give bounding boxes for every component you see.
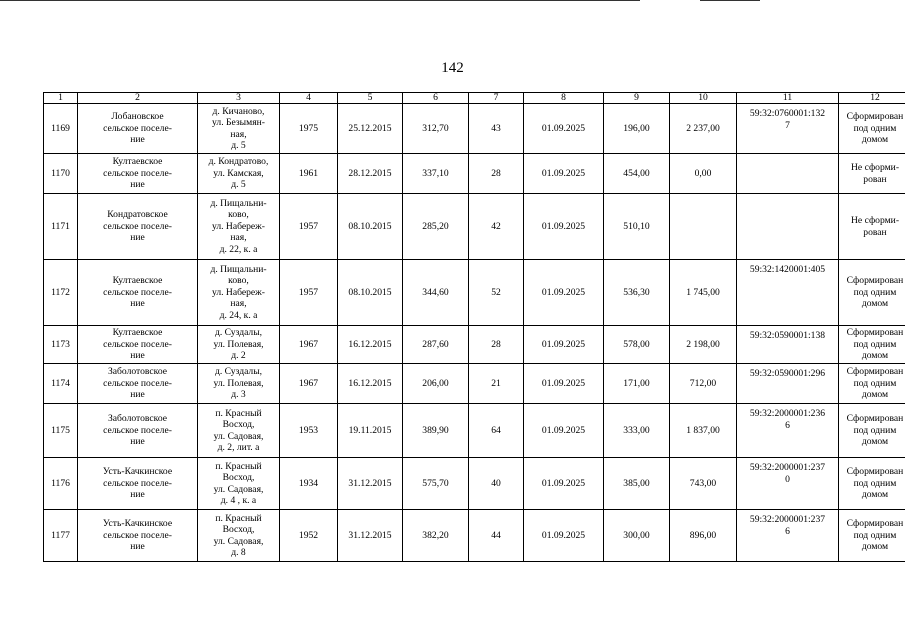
- settlement-cell: Усть-Качкинское сельское поселе- ние: [78, 458, 198, 510]
- land-area-cell: 454,00: [604, 154, 670, 194]
- column-header: 10: [670, 93, 737, 104]
- row-number-cell: 1172: [44, 260, 78, 326]
- area-cell: 287,60: [403, 326, 469, 364]
- header-row: [44, 93, 905, 104]
- land-area-cell: 171,00: [604, 364, 670, 404]
- area-cell: 206,00: [403, 364, 469, 404]
- value-cell: 0,00: [670, 154, 737, 194]
- address-cell: д. Пищальни- ково, ул. Набереж- ная, д. 24, к. а: [198, 260, 280, 326]
- year-built-cell: 1967: [280, 364, 338, 404]
- cadastral-number-cell: 59:32:0590001:296: [737, 364, 839, 404]
- area-cell: 285,20: [403, 194, 469, 260]
- column-header: 5: [338, 93, 403, 104]
- settlement-cell: Култаевское сельское поселе- ние: [78, 326, 198, 364]
- deadline-cell: 01.09.2025: [524, 326, 604, 364]
- area-cell: 575,70: [403, 458, 469, 510]
- table-row: [44, 104, 905, 154]
- column-header: 1: [44, 93, 78, 104]
- value-cell: 896,00: [670, 510, 737, 562]
- row-number-cell: 1171: [44, 194, 78, 260]
- address-cell: п. Красный Восход, ул. Садовая, д. 8: [198, 510, 280, 562]
- value-cell: 743,00: [670, 458, 737, 510]
- land-area-cell: 333,00: [604, 404, 670, 458]
- land-area-cell: 510,10: [604, 194, 670, 260]
- value-cell: [670, 194, 737, 260]
- area-cell: 382,20: [403, 510, 469, 562]
- table-row: [44, 404, 905, 458]
- status-cell: Сформирован под одним домом: [839, 326, 905, 364]
- date-cell: 08.10.2015: [338, 194, 403, 260]
- land-area-cell: 196,00: [604, 104, 670, 154]
- deadline-cell: 01.09.2025: [524, 104, 604, 154]
- address-cell: д. Суздалы, ул. Полевая, д. 3: [198, 364, 280, 404]
- status-cell: Не сформи- рован: [839, 154, 905, 194]
- year-built-cell: 1952: [280, 510, 338, 562]
- address-cell: д. Кичаново, ул. Безымян- ная, д. 5: [198, 104, 280, 154]
- value-cell: 1 837,00: [670, 404, 737, 458]
- value-cell: 712,00: [670, 364, 737, 404]
- year-built-cell: 1953: [280, 404, 338, 458]
- area-cell: 344,60: [403, 260, 469, 326]
- residents-cell: 28: [469, 154, 524, 194]
- date-cell: 31.12.2015: [338, 510, 403, 562]
- cadastral-number-cell: 59:32:2000001:237 6: [737, 510, 839, 562]
- year-built-cell: 1975: [280, 104, 338, 154]
- settlement-cell: Заболотовское сельское поселе- ние: [78, 404, 198, 458]
- top-border-line: [0, 0, 905, 2]
- residents-cell: 40: [469, 458, 524, 510]
- date-cell: 31.12.2015: [338, 458, 403, 510]
- column-header: 6: [403, 93, 469, 104]
- row-number-cell: 1174: [44, 364, 78, 404]
- settlement-cell: Усть-Качкинское сельское поселе- ние: [78, 510, 198, 562]
- column-header: 4: [280, 93, 338, 104]
- cadastral-number-cell: 59:32:2000001:236 6: [737, 404, 839, 458]
- column-header: 2: [78, 93, 198, 104]
- year-built-cell: 1967: [280, 326, 338, 364]
- column-header: 3: [198, 93, 280, 104]
- residents-cell: 42: [469, 194, 524, 260]
- settlement-cell: Заболотовское сельское поселе- ние: [78, 364, 198, 404]
- area-cell: 389,90: [403, 404, 469, 458]
- status-cell: Сформирован под одним домом: [839, 458, 905, 510]
- column-header: 12: [839, 93, 905, 104]
- land-area-cell: 385,00: [604, 458, 670, 510]
- table-row: [44, 364, 905, 404]
- settlement-cell: Култаевское сельское поселе- ние: [78, 154, 198, 194]
- date-cell: 25.12.2015: [338, 104, 403, 154]
- year-built-cell: 1934: [280, 458, 338, 510]
- deadline-cell: 01.09.2025: [524, 510, 604, 562]
- address-cell: д. Пищальни- ково, ул. Набереж- ная, д. 22, к. а: [198, 194, 280, 260]
- table-row: [44, 326, 905, 364]
- status-cell: Сформирован под одним домом: [839, 260, 905, 326]
- row-number-cell: 1173: [44, 326, 78, 364]
- cadastral-number-cell: [737, 194, 839, 260]
- address-cell: п. Красный Восход, ул. Садовая, д. 2, лит. а: [198, 404, 280, 458]
- deadline-cell: 01.09.2025: [524, 458, 604, 510]
- year-built-cell: 1957: [280, 194, 338, 260]
- settlement-cell: Кондратовское сельское поселе- ние: [78, 194, 198, 260]
- address-cell: д. Суздалы, ул. Полевая, д. 2: [198, 326, 280, 364]
- value-cell: 2 198,00: [670, 326, 737, 364]
- deadline-cell: 01.09.2025: [524, 404, 604, 458]
- year-built-cell: 1957: [280, 260, 338, 326]
- date-cell: 28.12.2015: [338, 154, 403, 194]
- cadastral-number-cell: 59:32:0760001:132 7: [737, 104, 839, 154]
- deadline-cell: 01.09.2025: [524, 364, 604, 404]
- status-cell: Сформирован под одним домом: [839, 104, 905, 154]
- land-area-cell: 300,00: [604, 510, 670, 562]
- value-cell: 2 237,00: [670, 104, 737, 154]
- registry-table: [43, 92, 905, 562]
- status-cell: Сформирован под одним домом: [839, 364, 905, 404]
- value-cell: 1 745,00: [670, 260, 737, 326]
- deadline-cell: 01.09.2025: [524, 194, 604, 260]
- cadastral-number-cell: [737, 154, 839, 194]
- residents-cell: 43: [469, 104, 524, 154]
- date-cell: 16.12.2015: [338, 326, 403, 364]
- row-number-cell: 1175: [44, 404, 78, 458]
- cadastral-number-cell: 59:32:2000001:237 0: [737, 458, 839, 510]
- status-cell: Не сформи- рован: [839, 194, 905, 260]
- table-row: [44, 154, 905, 194]
- date-cell: 19.11.2015: [338, 404, 403, 458]
- residents-cell: 44: [469, 510, 524, 562]
- column-header: 8: [524, 93, 604, 104]
- column-header: 9: [604, 93, 670, 104]
- cadastral-number-cell: 59:32:1420001:405: [737, 260, 839, 326]
- area-cell: 337,10: [403, 154, 469, 194]
- address-cell: д. Кондратово, ул. Камская, д. 5: [198, 154, 280, 194]
- row-number-cell: 1176: [44, 458, 78, 510]
- address-cell: п. Красный Восход, ул. Садовая, д. 4 , к. а: [198, 458, 280, 510]
- deadline-cell: 01.09.2025: [524, 260, 604, 326]
- cadastral-number-cell: 59:32:0590001:138: [737, 326, 839, 364]
- status-cell: Сформирован под одним домом: [839, 510, 905, 562]
- date-cell: 16.12.2015: [338, 364, 403, 404]
- row-number-cell: 1177: [44, 510, 78, 562]
- column-header: 11: [737, 93, 839, 104]
- settlement-cell: Култаевское сельское поселе- ние: [78, 260, 198, 326]
- deadline-cell: 01.09.2025: [524, 154, 604, 194]
- residents-cell: 28: [469, 326, 524, 364]
- land-area-cell: 578,00: [604, 326, 670, 364]
- row-number-cell: 1170: [44, 154, 78, 194]
- table-row: [44, 510, 905, 562]
- residents-cell: 52: [469, 260, 524, 326]
- year-built-cell: 1961: [280, 154, 338, 194]
- row-number-cell: 1169: [44, 104, 78, 154]
- table-row: [44, 194, 905, 260]
- status-cell: Сформирован под одним домом: [839, 404, 905, 458]
- land-area-cell: 536,30: [604, 260, 670, 326]
- residents-cell: 21: [469, 364, 524, 404]
- area-cell: 312,70: [403, 104, 469, 154]
- table-row: [44, 458, 905, 510]
- date-cell: 08.10.2015: [338, 260, 403, 326]
- settlement-cell: Лобановское сельское поселе- ние: [78, 104, 198, 154]
- page-number: 142: [441, 60, 464, 76]
- residents-cell: 64: [469, 404, 524, 458]
- table-row: [44, 260, 905, 326]
- column-header: 7: [469, 93, 524, 104]
